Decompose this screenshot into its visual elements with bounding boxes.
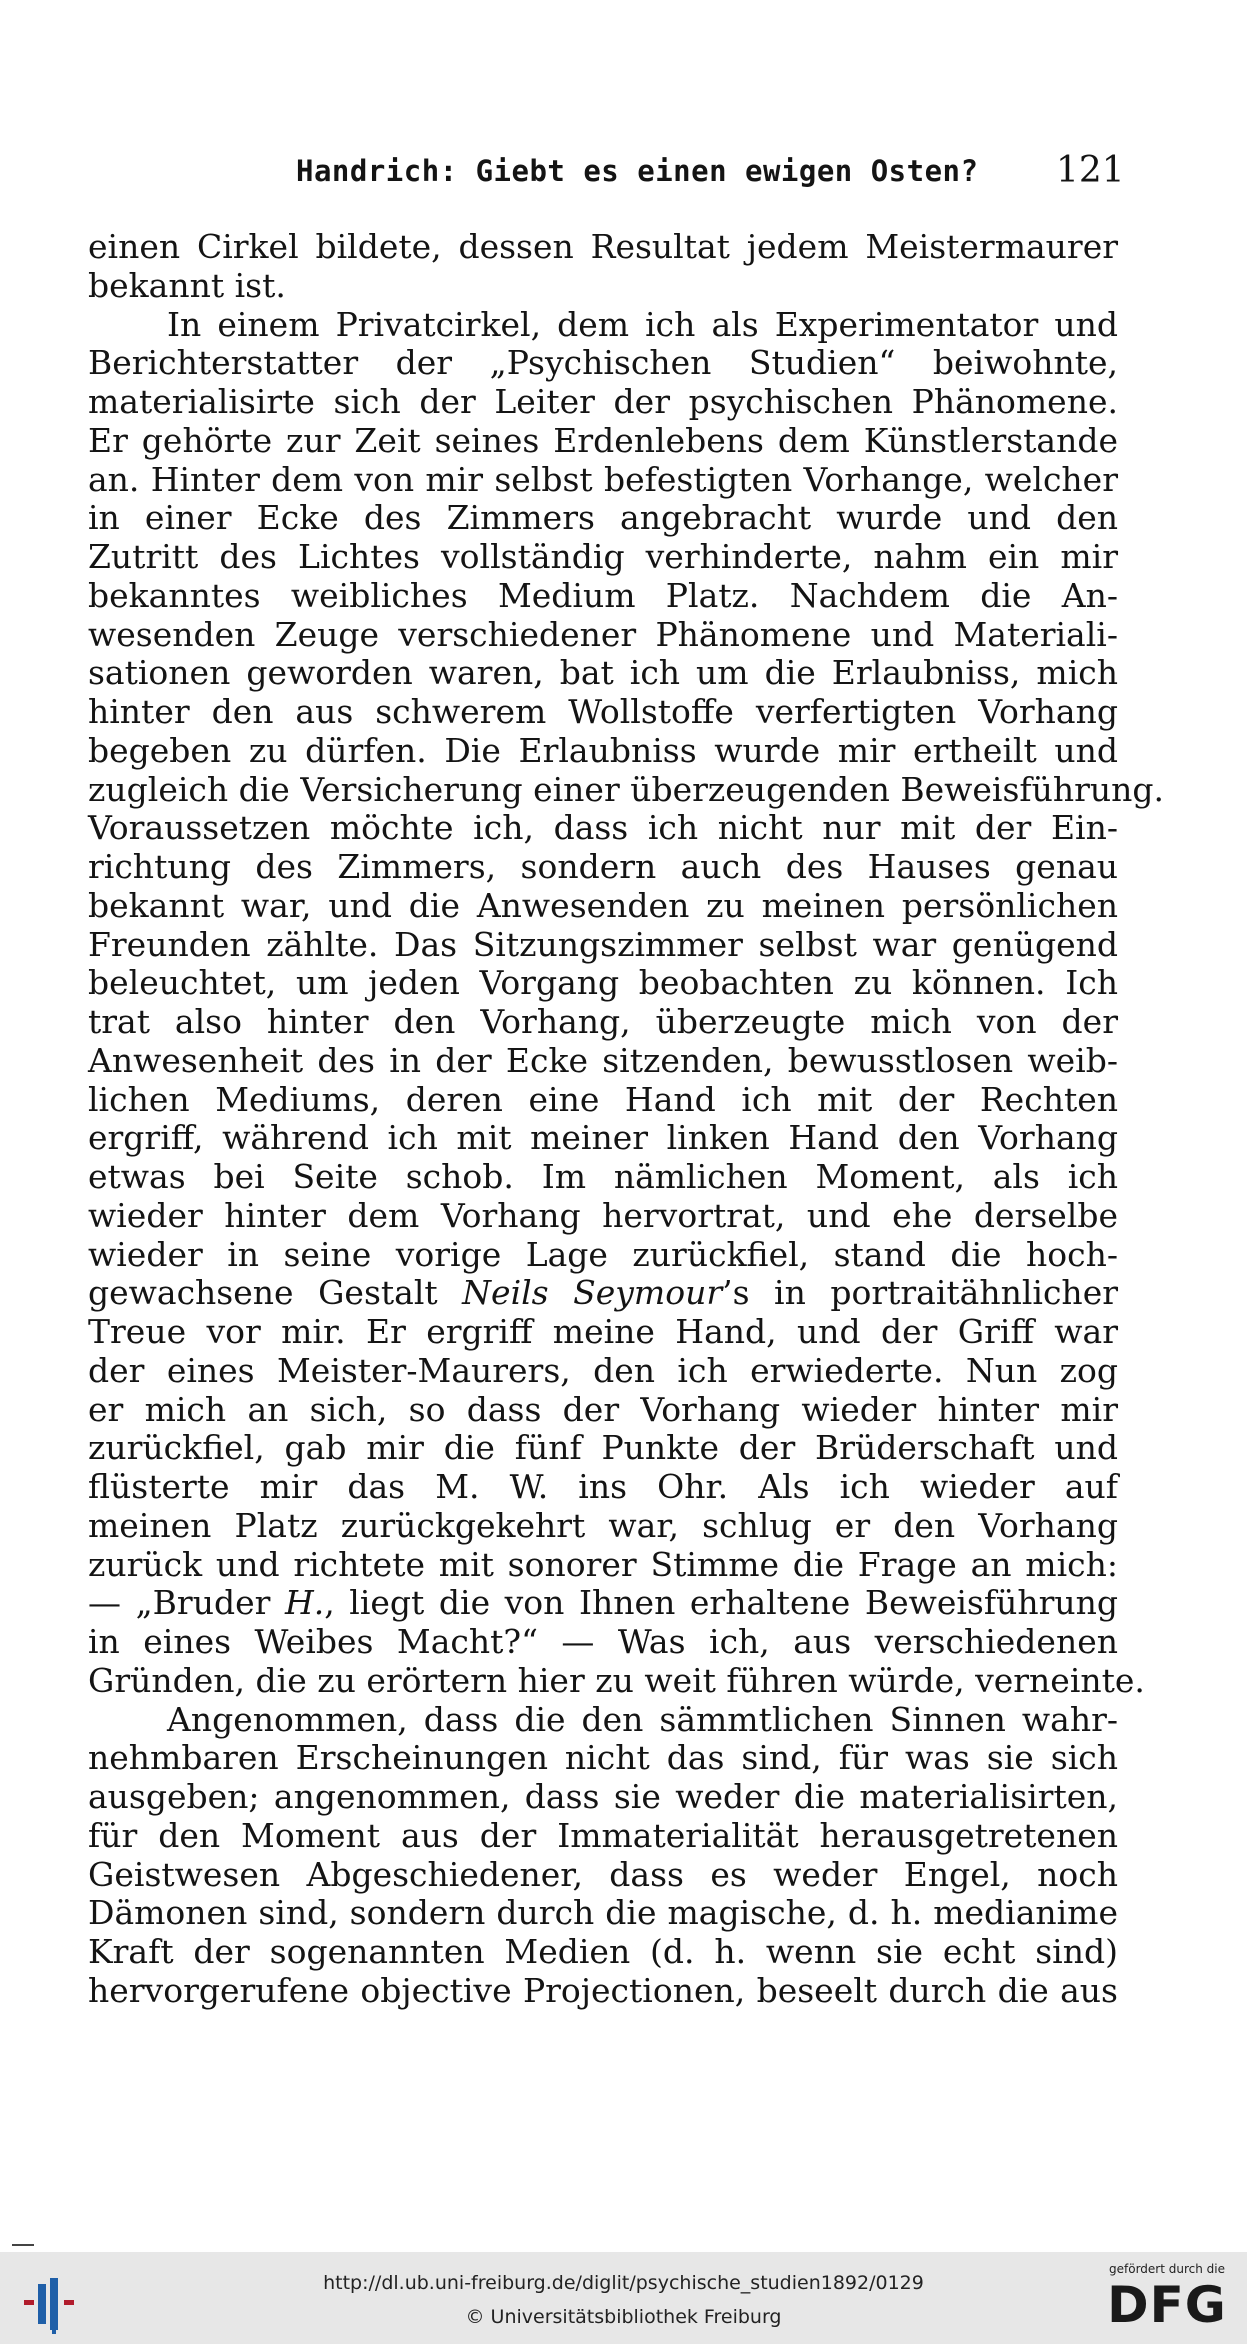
footer-url-link[interactable]: http://dl.ub.uni-freiburg.de/diglit/psychische_studien1892/0129	[323, 2272, 924, 2294]
text-line: Geistwesen Abgeschiedener, dass es weder Engel, noch	[88, 1854, 1118, 1894]
text-line: nehmbaren Erscheinungen nicht das sind, für was sie sich	[88, 1738, 1118, 1778]
italic-name: Neils Seymour	[462, 1273, 723, 1313]
text-line: Voraussetzen möchte ich, dass ich nicht nur mit der Ein-	[88, 808, 1118, 848]
text-line: zugleich die Versicherung einer überzeugenden Beweisführung.	[88, 769, 1165, 809]
footer-copyright: © Universitätsbibliothek Freiburg	[465, 2306, 782, 2328]
text-line: hinter den aus schwerem Wollstoffe verfertigten Vorhang	[88, 692, 1118, 731]
text-line: ergriff, während ich mit meiner linken Hand den Vorhang	[88, 1118, 1118, 1158]
text-line: einen Cirkel bildete, dessen Resultat jedem Meistermaurer	[88, 227, 1118, 266]
text-line: bekannt ist.	[88, 265, 286, 305]
text-line: der eines Meister-Maurers, den ich erwiederte. Nun zog	[88, 1350, 1118, 1390]
text-line: In einem Privatcirkel, dem ich als Experimentator und	[167, 304, 1118, 344]
text-line: ausgeben; angenommen, dass sie weder die materialisirten,	[88, 1777, 1118, 1816]
text-line: hervorgerufene objective Projectionen, beseelt durch die aus	[88, 1970, 1118, 2010]
page-number: 121	[1056, 150, 1125, 191]
text-line: Zutritt des Lichtes vollständig verhinderte, nahm ein mir	[88, 537, 1118, 576]
dfg-logo[interactable]	[1100, 2262, 1234, 2342]
running-title: Handrich: Giebt es einen ewigen Osten?	[296, 154, 979, 188]
running-head	[0, 150, 1247, 198]
text-line: wieder in seine vorige Lage zurückfiel, stand die hoch-	[88, 1234, 1118, 1274]
text-line: zurückfiel, gab mir die fünf Punkte der Brüderschaft und	[88, 1428, 1118, 1468]
text-line: zurück und richtete mit sonorer Stimme die Frage an mich:	[88, 1544, 1118, 1584]
text-line: Anwesenheit des in der Ecke sitzenden, bewusstlosen weib-	[88, 1040, 1118, 1080]
text-line: richtung des Zimmers, sondern auch des Hauses genau	[88, 847, 1118, 886]
text-line: begeben zu dürfen. Die Erlaubniss wurde mir ertheilt und	[88, 730, 1118, 770]
italic-initial: H.	[284, 1583, 325, 1623]
text-line: Dämonen sind, sondern durch die magische, d. h. medianime	[88, 1893, 1118, 1933]
text-line: materialisirte sich der Leiter der psychischen Phänomene.	[88, 382, 1118, 421]
text-line: in eines Weibes Macht?“ — Was ich, aus verschiedenen	[88, 1622, 1118, 1661]
text-line: beleuchtet, um jeden Vorgang beobachten zu können. Ich	[88, 963, 1118, 1003]
text-line: wieder hinter dem Vorhang hervortrat, und ehe derselbe	[88, 1195, 1118, 1235]
text-line: Er gehörte zur Zeit seines Erdenlebens dem Künstlerstande	[88, 420, 1118, 460]
dfg-caption: gefördert durch die	[1109, 2262, 1225, 2276]
text-line: Treue vor mir. Er ergriff meine Hand, und der Griff war	[88, 1312, 1118, 1351]
text-line: für den Moment aus der Immaterialität herausgetretenen	[88, 1815, 1118, 1855]
text-line: Gründen, die zu erörtern hier zu weit führen würde, verneinte.	[88, 1660, 1145, 1700]
footer-bar	[0, 2252, 1247, 2344]
text-line: sationen geworden waren, bat ich um die Erlaubniss, mich	[88, 653, 1118, 693]
footer-rule-mark	[12, 2244, 34, 2246]
text-line: flüsterte mir das M. W. ins Ohr. Als ich wieder auf	[88, 1467, 1118, 1506]
text-line: er mich an sich, so dass der Vorhang wieder hinter mir	[88, 1389, 1118, 1429]
text-line: Freunden zählte. Das Sitzungszimmer selbst war genügend	[88, 924, 1118, 964]
text-line: in einer Ecke des Zimmers angebracht wurde und den	[88, 498, 1118, 538]
text-line: meinen Platz zurückgekehrt war, schlug er den Vorhang	[88, 1505, 1118, 1545]
text-line: bekanntes weibliches Medium Platz. Nachdem die An-	[88, 575, 1118, 615]
text-line: etwas bei Seite schob. Im nämlichen Moment, als ich	[88, 1157, 1118, 1196]
body-text	[88, 227, 1165, 2011]
text-line: Angenommen, dass die den sämmtlichen Sinnen wahr-	[167, 1699, 1118, 1739]
text-line: bekannt war, und die Anwesenden zu meinen persönlichen	[88, 885, 1118, 925]
text-line: trat also hinter den Vorhang, überzeugte mich von der	[88, 1002, 1118, 1041]
text-line: Kraft der sogenannten Medien (d. h. wenn sie echt sind)	[88, 1932, 1118, 1971]
text-line: gewachsene Gestalt Neils Seymour’s in portraitähnlicher	[88, 1273, 1118, 1313]
text-line: wesenden Zeuge verschiedener Phänomene und Materiali-	[88, 614, 1118, 654]
dfg-logo-text: DFG	[1107, 2276, 1227, 2334]
text-line: an. Hinter dem von mir selbst befestigten Vorhange, welcher	[88, 459, 1118, 499]
text-line: — „Bruder H., liegt die von Ihnen erhaltene Beweisführung	[88, 1583, 1118, 1623]
text-line: lichen Mediums, deren eine Hand ich mit der Rechten	[88, 1079, 1118, 1119]
text-line: Berichterstatter der „Psychischen Studien“ beiwohnte,	[88, 343, 1118, 383]
